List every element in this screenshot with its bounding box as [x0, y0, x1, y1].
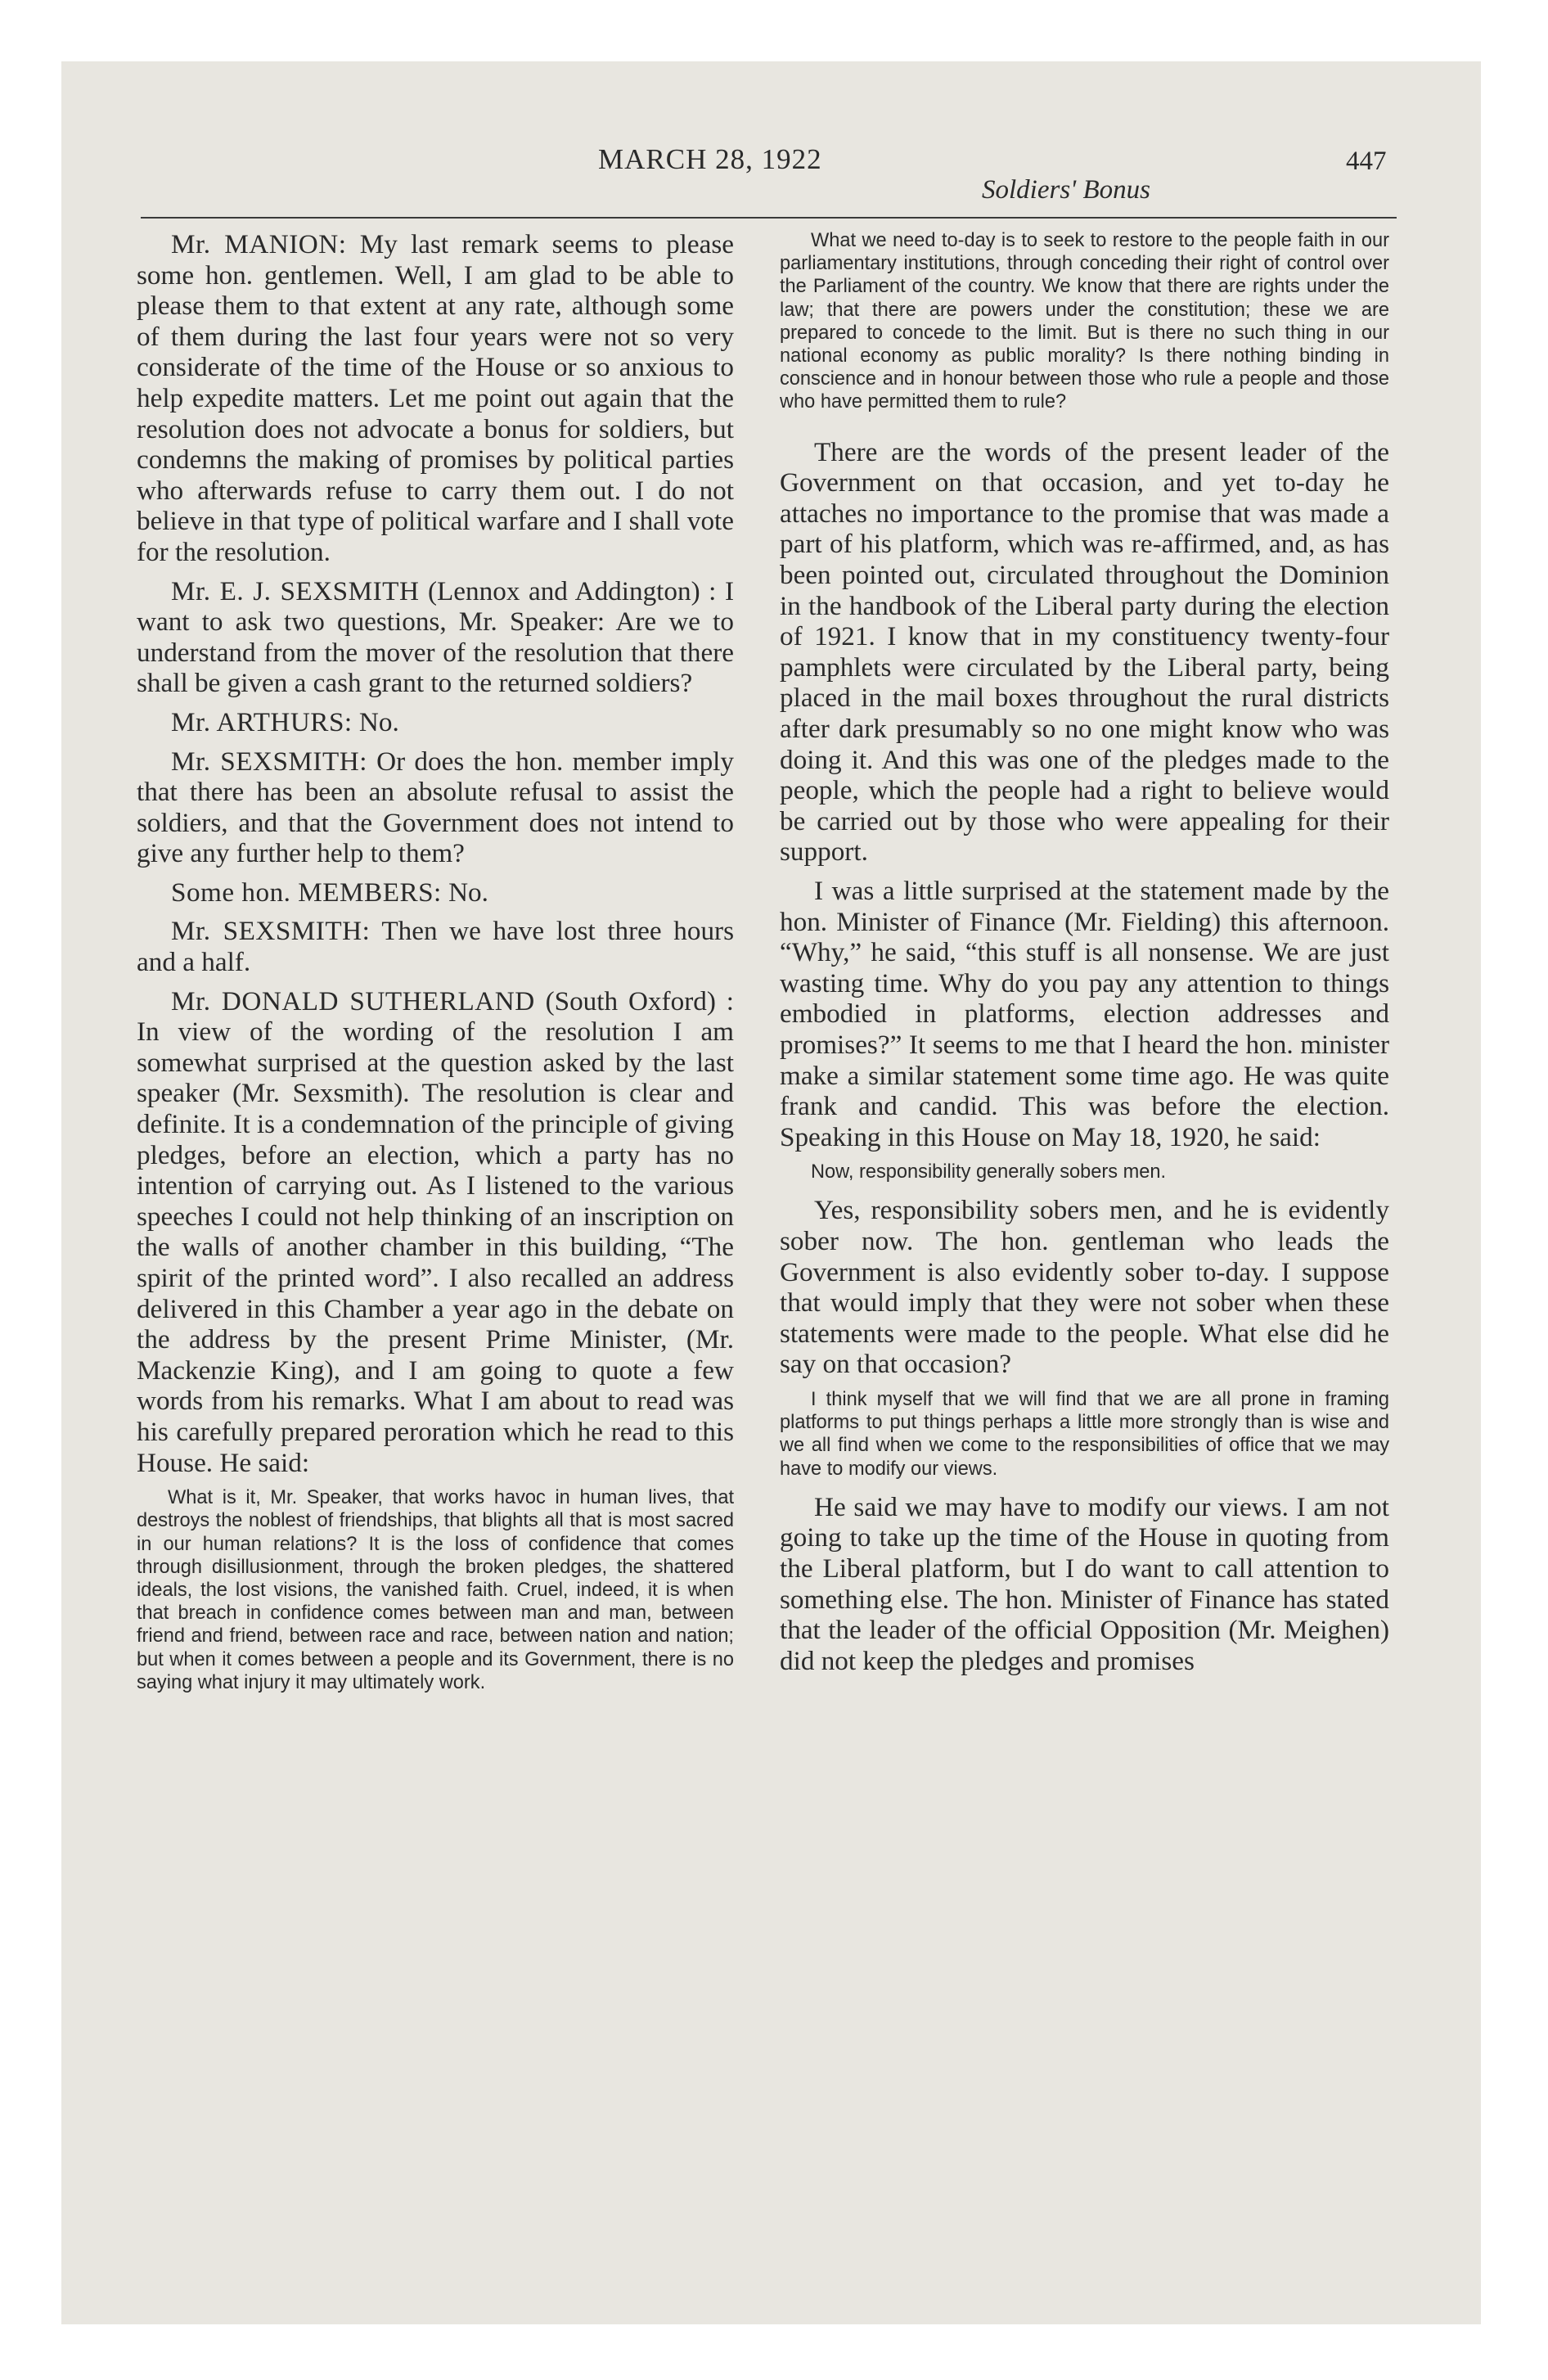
header-divider	[141, 217, 1397, 219]
block-quote-king-continued: What we need to-day is to seek to restore to the people faith in our parliamentary institutions, through conceding their right of control over the Parliament of the country. We know that there are rights under the law; that there are powers under the constitution; these we are prepared to concede to the limit. But is there no such thing in our national economy as public morality? Is there nothing binding in conscience and in honour between those who rule a people and those who have permitted them to rule?	[780, 230, 1389, 413]
paragraph-text: Then we have lost three hours and a half.	[137, 916, 735, 978]
speaker-name: Some hon. MEMBERS:	[171, 877, 442, 908]
header-date: MARCH 28, 1922	[598, 143, 822, 175]
right-column	[780, 229, 1389, 1684]
paragraph-minister-of-finance: I was a little surprised at the statement made by the hon. Minister of Finance (Mr. Fielding) this afternoon. “Why,” he said, “this stuff is all nonsense. We are just wasting time. Why do you pay any attention to things embodied in platforms, election addresses and promises?” It seems to me that I heard the hon. minister make a similar statement some time ago. He was quite frank and candid. This was before the election. Speaking in this House on May 18, 1920, he said:	[780, 875, 1389, 1152]
block-quote-king: What is it, Mr. Speaker, that works havoc in human lives, that destroys the noblest of friendships, that blights all that is most sacred in our human relations? It is the loss of confidence that comes through disillusionment, through the broken pledges, the shattered ideals, the lost visions, the vanished faith. Cruel, indeed, it is when that breach in confidence comes between man and man, between friend and friend, between race and race, between nation and nation; but when it comes between a people and its Government, there is no saying what injury it may ultimately work.	[137, 1487, 734, 1693]
header-section-title: Soldiers' Bonus	[982, 175, 1150, 205]
paragraph-text: No.	[358, 706, 399, 737]
paragraph-manion	[137, 229, 734, 568]
speaker-name: Mr. ARTHURS:	[171, 706, 353, 737]
document-page	[61, 61, 1481, 2324]
paragraph-text: Or does the hon. member imply that there has been an absolute refusal to assist the soldiers, and that the Government does not intend to give any further help to them?	[137, 746, 734, 869]
paragraph-responsibility: Yes, responsibility sobers men, and he is evidently sober now. The hon. gentleman who leads the Government is also evidently sober to-day. I suppose that would imply that they were not sober when these statements were made to the people. What else did he say on that occasion?	[780, 1195, 1389, 1380]
paragraph-text: No.	[448, 877, 488, 908]
paragraph-sexsmith-hours	[137, 916, 734, 977]
paragraph-sutherland	[137, 986, 734, 1479]
header-page-number: 447	[1346, 146, 1387, 176]
paragraph-present-leader: There are the words of the present leader of the Government on that occasion, and yet to-day he attaches no importance to the promise that was made a part of his platform, which was re-affirmed, and, as has been pointed out, circulated throughout the Dominion in the handbook of the Liberal party during the election of 1921. I know that in my constituency twenty-four pamphlets were circulated by the Liberal party, being placed in the mail boxes throughout the rural districts after dark presumably so no one might know who was doing it. And this was one of the pledges made to the people, which the people had a right to believe would be carried out by those who were appealing for their support.	[780, 436, 1389, 868]
speaker-name: Mr. E. J. SEXSMITH	[171, 575, 420, 606]
speaker-name: Mr. SEXSMITH:	[171, 916, 371, 947]
block-quote-fielding-1: Now, responsibility generally sobers men.	[811, 1161, 1167, 1183]
paragraph-text: (South Oxford) : In view of the wording of the resolution I am somewhat surprised at the question asked by the last speaker (Mr. Sexsmith). The resolution is clear and definite. It is a condemnation of the principle of giving pledges, before an election, which a party has no intention of carrying out. As I listened to the various speeches I could not help thinking of an inscription on the walls of another chamber in this building, “The spirit of the printed word”. I also recalled an address delivered in this Chamber a year ago in the debate on the address by the present Prime Minister, (Mr. Mackenzie King), and I am going to quote a few words from his remarks. What I am about to read was his carefully prepared peroration which he read to this House. He said:	[137, 985, 735, 1478]
paragraph-members	[137, 877, 734, 908]
paragraph-arthurs	[137, 707, 734, 738]
paragraph-text: My last remark seems to please some hon. gentlemen. Well, I am glad to be able to please them to that extent at any rate, although some of them during the last four years were not so very considerate of the time of the House or so anxious to help expedite matters. Let me point out again that the resolution does not advocate a bonus for soldiers, but condemns the making of promises by political parties who afterwards refuse to carry them out. I do not believe in that type of political warfare and I shall vote for the resolution.	[137, 229, 734, 567]
page-header	[61, 61, 1481, 225]
paragraph-sexsmith-question	[137, 576, 734, 699]
block-quote-fielding-2: I think myself that we will find that we are all prone in framing platforms to put things perhaps a little more strongly than is wise and we all find when we come to the responsibilities of office that we may have to modify our views.	[780, 1389, 1389, 1480]
paragraph-text: (Lennox and Addington) : I want to ask two questions, Mr. Speaker: Are we to understand from the mover of the resolution that there shall be given a cash grant to the returned soldiers?	[137, 575, 735, 699]
speaker-name: Mr. DONALD SUTHERLAND	[171, 985, 535, 1016]
speaker-name: Mr. SEXSMITH:	[171, 746, 367, 777]
paragraph-sexsmith-followup	[137, 746, 734, 869]
left-column	[137, 229, 734, 1706]
speaker-name: Mr. MANION:	[171, 229, 347, 259]
paragraph-modify-views: He said we may have to modify our views. I am not going to take up the time of the House in quoting from the Liberal platform, but I do want to call attention to something else. The hon. Minister of Finance has stated that the leader of the official Opposition (Mr. Meighen) did not keep the pledges and promises	[780, 1491, 1389, 1676]
